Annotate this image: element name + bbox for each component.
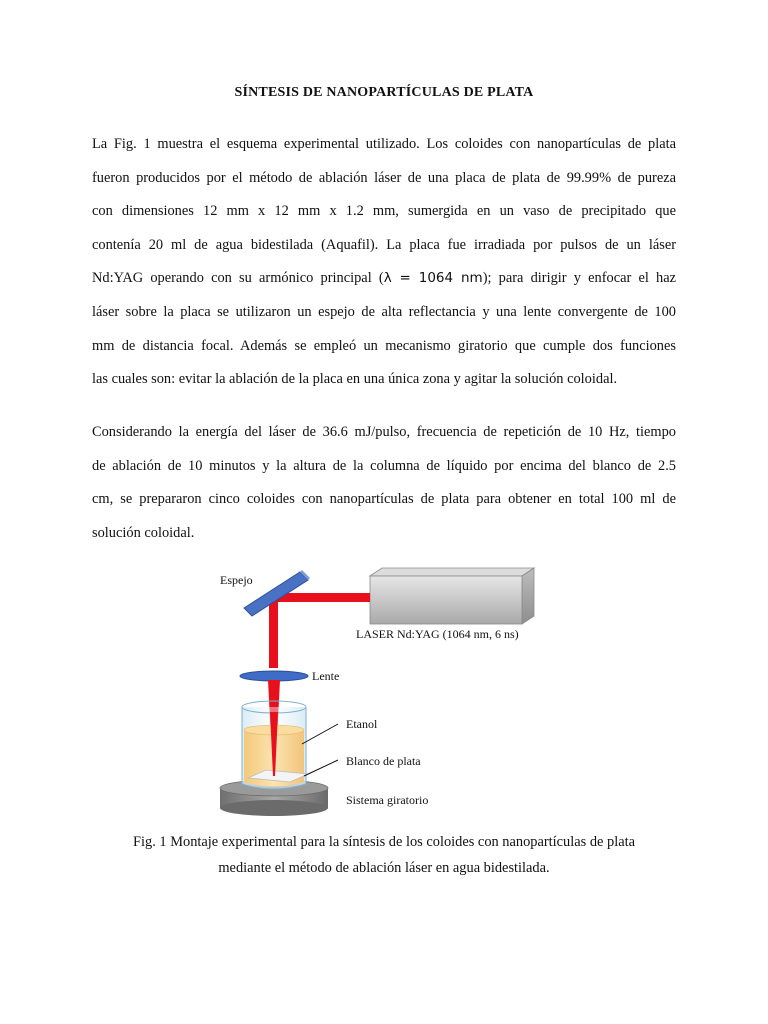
caption-line: mediante el método de ablación láser en agua bidestilada. <box>218 860 550 876</box>
setup-diagram <box>212 562 552 822</box>
paragraph-2 <box>92 416 676 550</box>
paragraph-1-line: con dimensiones 12 mm x 12 mm x 1.2 mm, sumergida en un vaso de precipitado que <box>92 203 676 220</box>
text-segment: ); para dirigir y enfocar el haz <box>482 270 677 287</box>
ethanol-pointer <box>302 724 338 744</box>
label-rotating-system: Sistema giratorio <box>346 793 429 807</box>
paragraph-2-line: solución coloidal. <box>92 524 195 541</box>
paragraph-1-line <box>92 262 676 296</box>
paragraph-1-line: La Fig. 1 muestra el esquema experimental utilizado. Los coloides con nanopartículas de plata <box>92 136 676 152</box>
experimental-setup-figure <box>212 562 552 822</box>
paragraph-2-line: cm, se prepararon cinco coloides con nanopartículas de plata para obtener en total 100 ml de <box>92 491 676 508</box>
document-title: SÍNTESIS DE NANOPARTÍCULAS DE PLATA <box>234 85 534 100</box>
laser-beam-vertical <box>269 594 278 668</box>
paragraph-1-line: las cuales son: evitar la ablación de la placa en una única zona y agitar la solución coloidal. <box>92 371 618 388</box>
label-laser: LASER Nd:YAG (1064 nm, 6 ns) <box>356 627 519 641</box>
label-silver-target: Blanco de plata <box>346 754 421 768</box>
text-segment: Nd:YAG operando con su armónico principal ( <box>92 270 384 287</box>
caption-line: Fig. 1 Montaje experimental para la síntesis de los coloides con nanopartículas de plata <box>133 834 635 850</box>
lens-icon <box>240 671 308 681</box>
paragraph-1-line: fueron producidos por el método de ablación láser de una placa de plata de 99.99% de pureza <box>92 169 676 186</box>
laser-device <box>370 568 534 624</box>
paragraph-2-line: Considerando la energía del láser de 36.6 mJ/pulso, frecuencia de repetición de 10 Hz, tiempo <box>92 424 676 440</box>
label-mirror: Espejo <box>220 573 253 587</box>
figure-caption <box>92 829 676 881</box>
paragraph-1-line: láser sobre la placa se utilizaron un espejo de alta reflectancia y una lente convergente de 100 <box>92 303 676 320</box>
label-ethanol: Etanol <box>346 717 378 731</box>
wavelength-formula: λ = 1064 nm <box>383 270 483 287</box>
laser-beam-horizontal <box>274 593 370 602</box>
target-pointer <box>304 760 338 776</box>
paragraph-1-line: contenía 20 ml de agua bidestilada (Aquafil). La placa fue irradiada por pulsos de un láser <box>92 236 676 253</box>
paragraph-1 <box>92 128 676 397</box>
label-lens: Lente <box>312 669 340 683</box>
paragraph-1-line: mm de distancia focal. Además se empleó un mecanismo giratorio que cumple dos funciones <box>92 337 676 354</box>
paragraph-2-line: de ablación de 10 minutos y la altura de la columna de líquido por encima del blanco de 2.5 <box>92 457 676 474</box>
beaker <box>242 701 308 789</box>
